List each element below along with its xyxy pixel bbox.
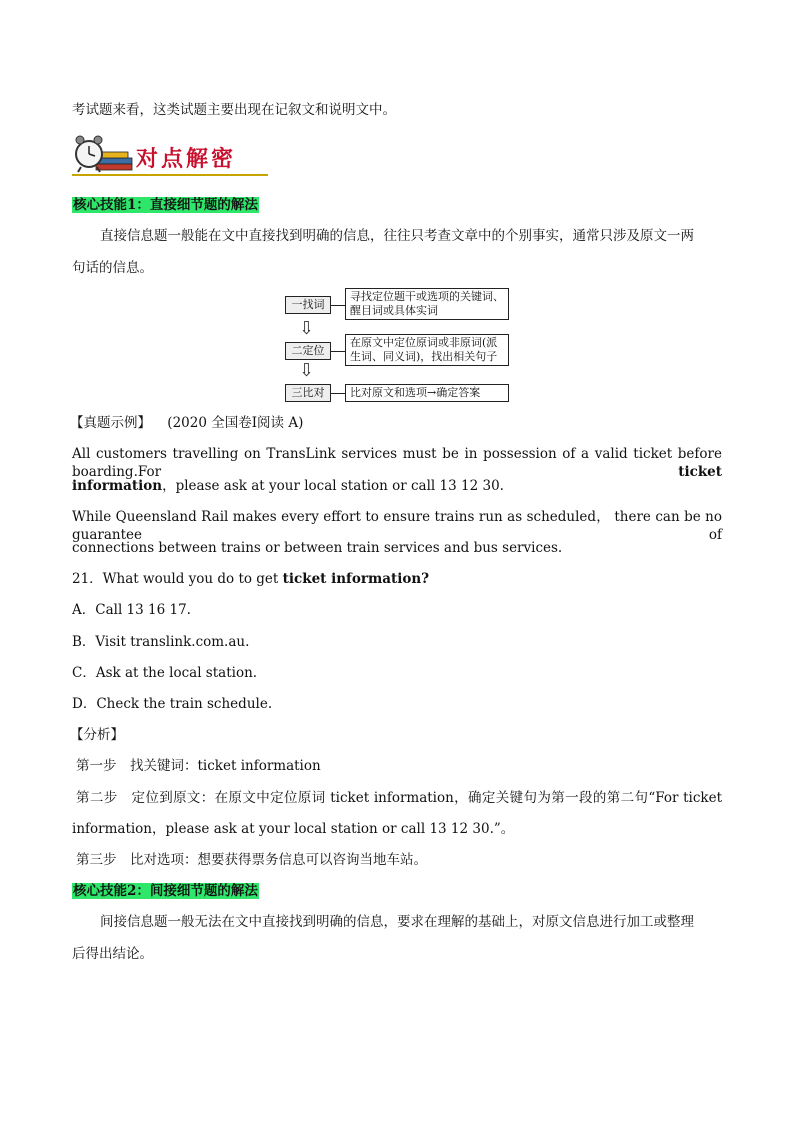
option-d: D．Check the train schedule. [72, 696, 273, 712]
skill2-para-line1: 间接信息题一般无法在文中直接找到明确的信息，要求在理解的基础上，对原文信息进行加工或整理 [100, 914, 694, 930]
analysis-step2-line2: information，please ask at your local station or call 13 12 30.”。 [72, 821, 515, 837]
banner-rule [72, 174, 268, 176]
option-a: A．Call 13 16 17. [72, 602, 191, 618]
example-p1-line1: All customers travelling on TransLink services must be in possession of a valid ticket before boarding.For ticket [72, 446, 722, 480]
option-b: B．Visit translink.com.au. [72, 634, 250, 650]
example-p1-rest: ，please ask at your local station or call 13 12 30. [162, 478, 504, 494]
example-heading-line [70, 414, 303, 432]
skill1-badge-line [72, 196, 259, 214]
down-arrow-icon: ⇩ [299, 318, 315, 339]
analysis-step2-line1: 第二步 定位到原文：在原文中定位原词 ticket information，确定关键句为第一段的第二句“For ticket [76, 790, 722, 806]
question-bold: ticket information? [282, 571, 430, 587]
flow-desc-2-line1: 在原文中定位原词或非原词(派 [350, 336, 498, 349]
flow-step-2: 二定位 [285, 342, 331, 360]
question [72, 570, 429, 588]
flow-step-1: 一找词 [285, 296, 331, 314]
down-arrow-icon: ⇩ [299, 360, 315, 381]
flow-connector-1 [331, 305, 345, 306]
flow-desc-1-line1: 寻找定位题干或选项的关键词、 [350, 290, 504, 303]
skill1-para-line2: 句话的信息。 [72, 260, 153, 276]
flow-desc-1-line2: 醒目词或具体实词 [350, 304, 438, 317]
section-banner [72, 134, 268, 176]
flow-desc-3: 比对原文和选项→确定答案 [345, 384, 509, 402]
skill2-badge: 核心技能2：间接细节题的解法 [73, 883, 258, 899]
flow-desc-1 [345, 288, 509, 320]
example-p1-bold: information [72, 478, 163, 494]
skill2-para-line2: 后得出结论。 [72, 946, 153, 962]
skill1-para-line1: 直接信息题一般能在文中直接找到明确的信息，往往只考查文章中的个别事实，通常只涉及原文一两 [100, 228, 694, 244]
flow-connector-3 [331, 393, 345, 394]
banner-title: 对点解密 [136, 147, 237, 172]
flow-connector-2 [331, 351, 345, 352]
example-source: (2020 全国卷Ⅰ阅读 A) [167, 415, 304, 431]
flow-desc-2 [345, 334, 509, 366]
option-c: C．Ask at the local station. [72, 665, 258, 681]
intro-line: 考试题来看，这类试题主要出现在记叙文和说明文中。 [72, 102, 396, 118]
analysis-step3: 第三步 比对选项：想要获得票务信息可以咨询当地车站。 [76, 852, 427, 868]
example-p2-line2: connections between trains or between train services and bus services. [72, 540, 563, 556]
skill2-badge-line [72, 882, 259, 900]
alarm-clock-books-icon [72, 134, 134, 174]
flow-step-3: 三比对 [285, 384, 331, 402]
analysis-step1: 第一步 找关键词：ticket information [76, 758, 321, 774]
analysis-heading: 【分析】 [70, 727, 124, 743]
flow-desc-2-line2: 生词、同义词)，找出相关句子 [350, 350, 498, 363]
example-heading: 【真题示例】 [70, 415, 151, 431]
example-p1-line2 [72, 477, 504, 495]
question-prefix: 21．What would you do to get [72, 571, 283, 587]
skill1-badge: 核心技能1：直接细节题的解法 [73, 197, 258, 213]
example-p2-line1: While Queensland Rail makes every effort to ensure trains run as scheduled， there can be no guarantee of [72, 509, 722, 543]
